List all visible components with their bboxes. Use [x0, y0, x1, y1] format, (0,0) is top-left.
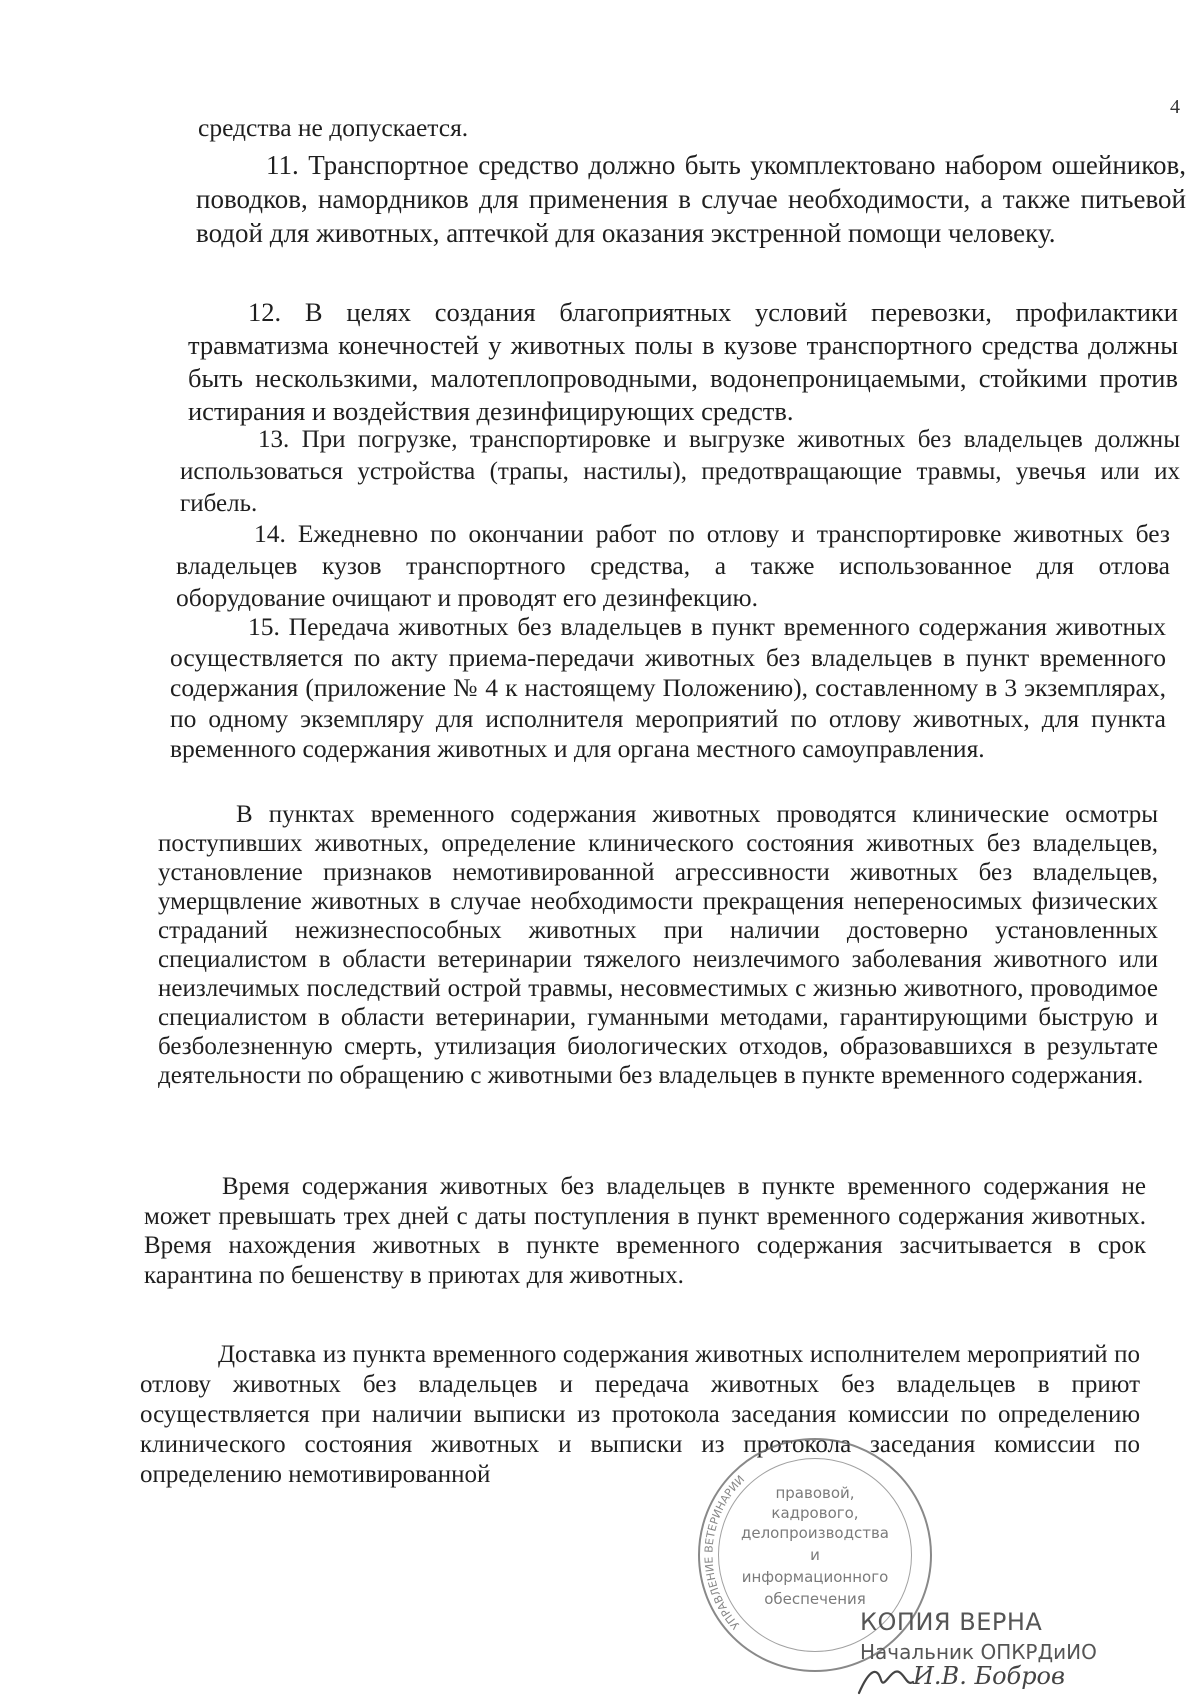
seal-line: информационного: [741, 1568, 889, 1586]
paragraph-item-12: 12. В целях создания благоприятных условий перевозки, профилактики травматизма конечностей у животных полы в кузове транспортного средства должны быть нескользкими, малотеплопроводными, водонепроницаемыми, стойкими против истирания и воздействия дезинфицирующих средств.: [188, 297, 1178, 426]
page-number: 4: [1170, 96, 1180, 118]
paragraph-delivery-to-shelter: Доставка из пункта временного содержания животных исполнителем мероприятий по отлову животных без владельцев и передача животных без владельцев в приют осуществляется при наличии выписки из протокола заседания комиссии по определению клинического состояния животных и выписки из протокола заседания комиссии по определению немотивированной: [140, 1341, 1140, 1488]
paragraph-continuation: средства не допускается.: [198, 113, 469, 142]
signature: [855, 1660, 1135, 1697]
seal-line: кадрового,: [771, 1504, 859, 1522]
paragraph-temporary-keeping-procedures: В пунктах временного содержания животных проводятся клинические осмотры поступивших животных, определение клинического состояния животных без владельцев, установление признаков немотивированной агрессивности животных без владельцев, умерщвление животных в случае необходимости прекращения непереносимых физических страданий нежизнеспособных животных при наличии достоверно установленных специалистом в области ветеринарии тяжелого неизлечимого заболевания животного или неизлечимых последствий острой травмы, несовместимых с жизнью животного, проводимое специалистом в области ветеринарии, гуманными методами, гарантирующими быструю и безболезненную смерть, утилизация биологических отходов, образовавшихся в результате деятельности по обращению с животными без владельцев в пункте временного содержания.: [158, 801, 1158, 1089]
seal-ring-label: УПРАВЛЕНИЕ ВЕТЕРИНАРИИ: [702, 1472, 748, 1632]
copy-certification-stamp: [860, 1608, 1097, 1664]
signature-name: И.В. Бобров: [913, 1662, 1065, 1690]
seal-line: делопроизводства: [740, 1524, 889, 1542]
copy-certification-title: КОПИЯ ВЕРНА: [860, 1608, 1043, 1636]
paragraph-item-11: 11. Транспортное средство должно быть укомплектовано набором ошейников, поводков, намордников для применения в случае необходимости, а также питьевой водой для животных, аптечкой для оказания экстренной помощи человеку.: [196, 150, 1186, 248]
certifier-position: Начальник ОПКРДиИО: [860, 1640, 1097, 1664]
seal-line: обеспечения: [764, 1590, 866, 1608]
seal-line: и: [810, 1546, 820, 1564]
seal-line: правовой,: [775, 1484, 855, 1502]
paragraph-item-14: 14. Ежедневно по окончании работ по отлову и транспортировке животных без владельцев кузов транспортного средства, а также использованное для отлова оборудование очищают и проводят его дезинфекцию.: [176, 519, 1170, 612]
signature-scribble-icon: [855, 1660, 915, 1697]
paragraph-item-13: 13. При погрузке, транспортировке и выгрузке животных без владельцев должны использоваться устройства (трапы, настилы), предотвращающие травмы, увечья или их гибель.: [180, 426, 1180, 517]
paragraph-keeping-duration: Время содержания животных без владельцев в пункте временного содержания не может превышать трех дней с даты поступления в пункт временного содержания животных. Время нахождения животных в пункте временного содержания засчитывается в срок карантина по бешенству в приютах для животных.: [144, 1173, 1146, 1289]
paragraph-item-15: 15. Передача животных без владельцев в пункт временного содержания животных осуществляется по акту приема-передачи животных без владельцев в пункт временного содержания (приложение № 4 к настоящему Положению), составленному в 3 экземплярах, по одному экземпляру для исполнителя мероприятий по отлову животных, для пункта временного содержания животных и для органа местного самоуправления.: [170, 612, 1166, 763]
